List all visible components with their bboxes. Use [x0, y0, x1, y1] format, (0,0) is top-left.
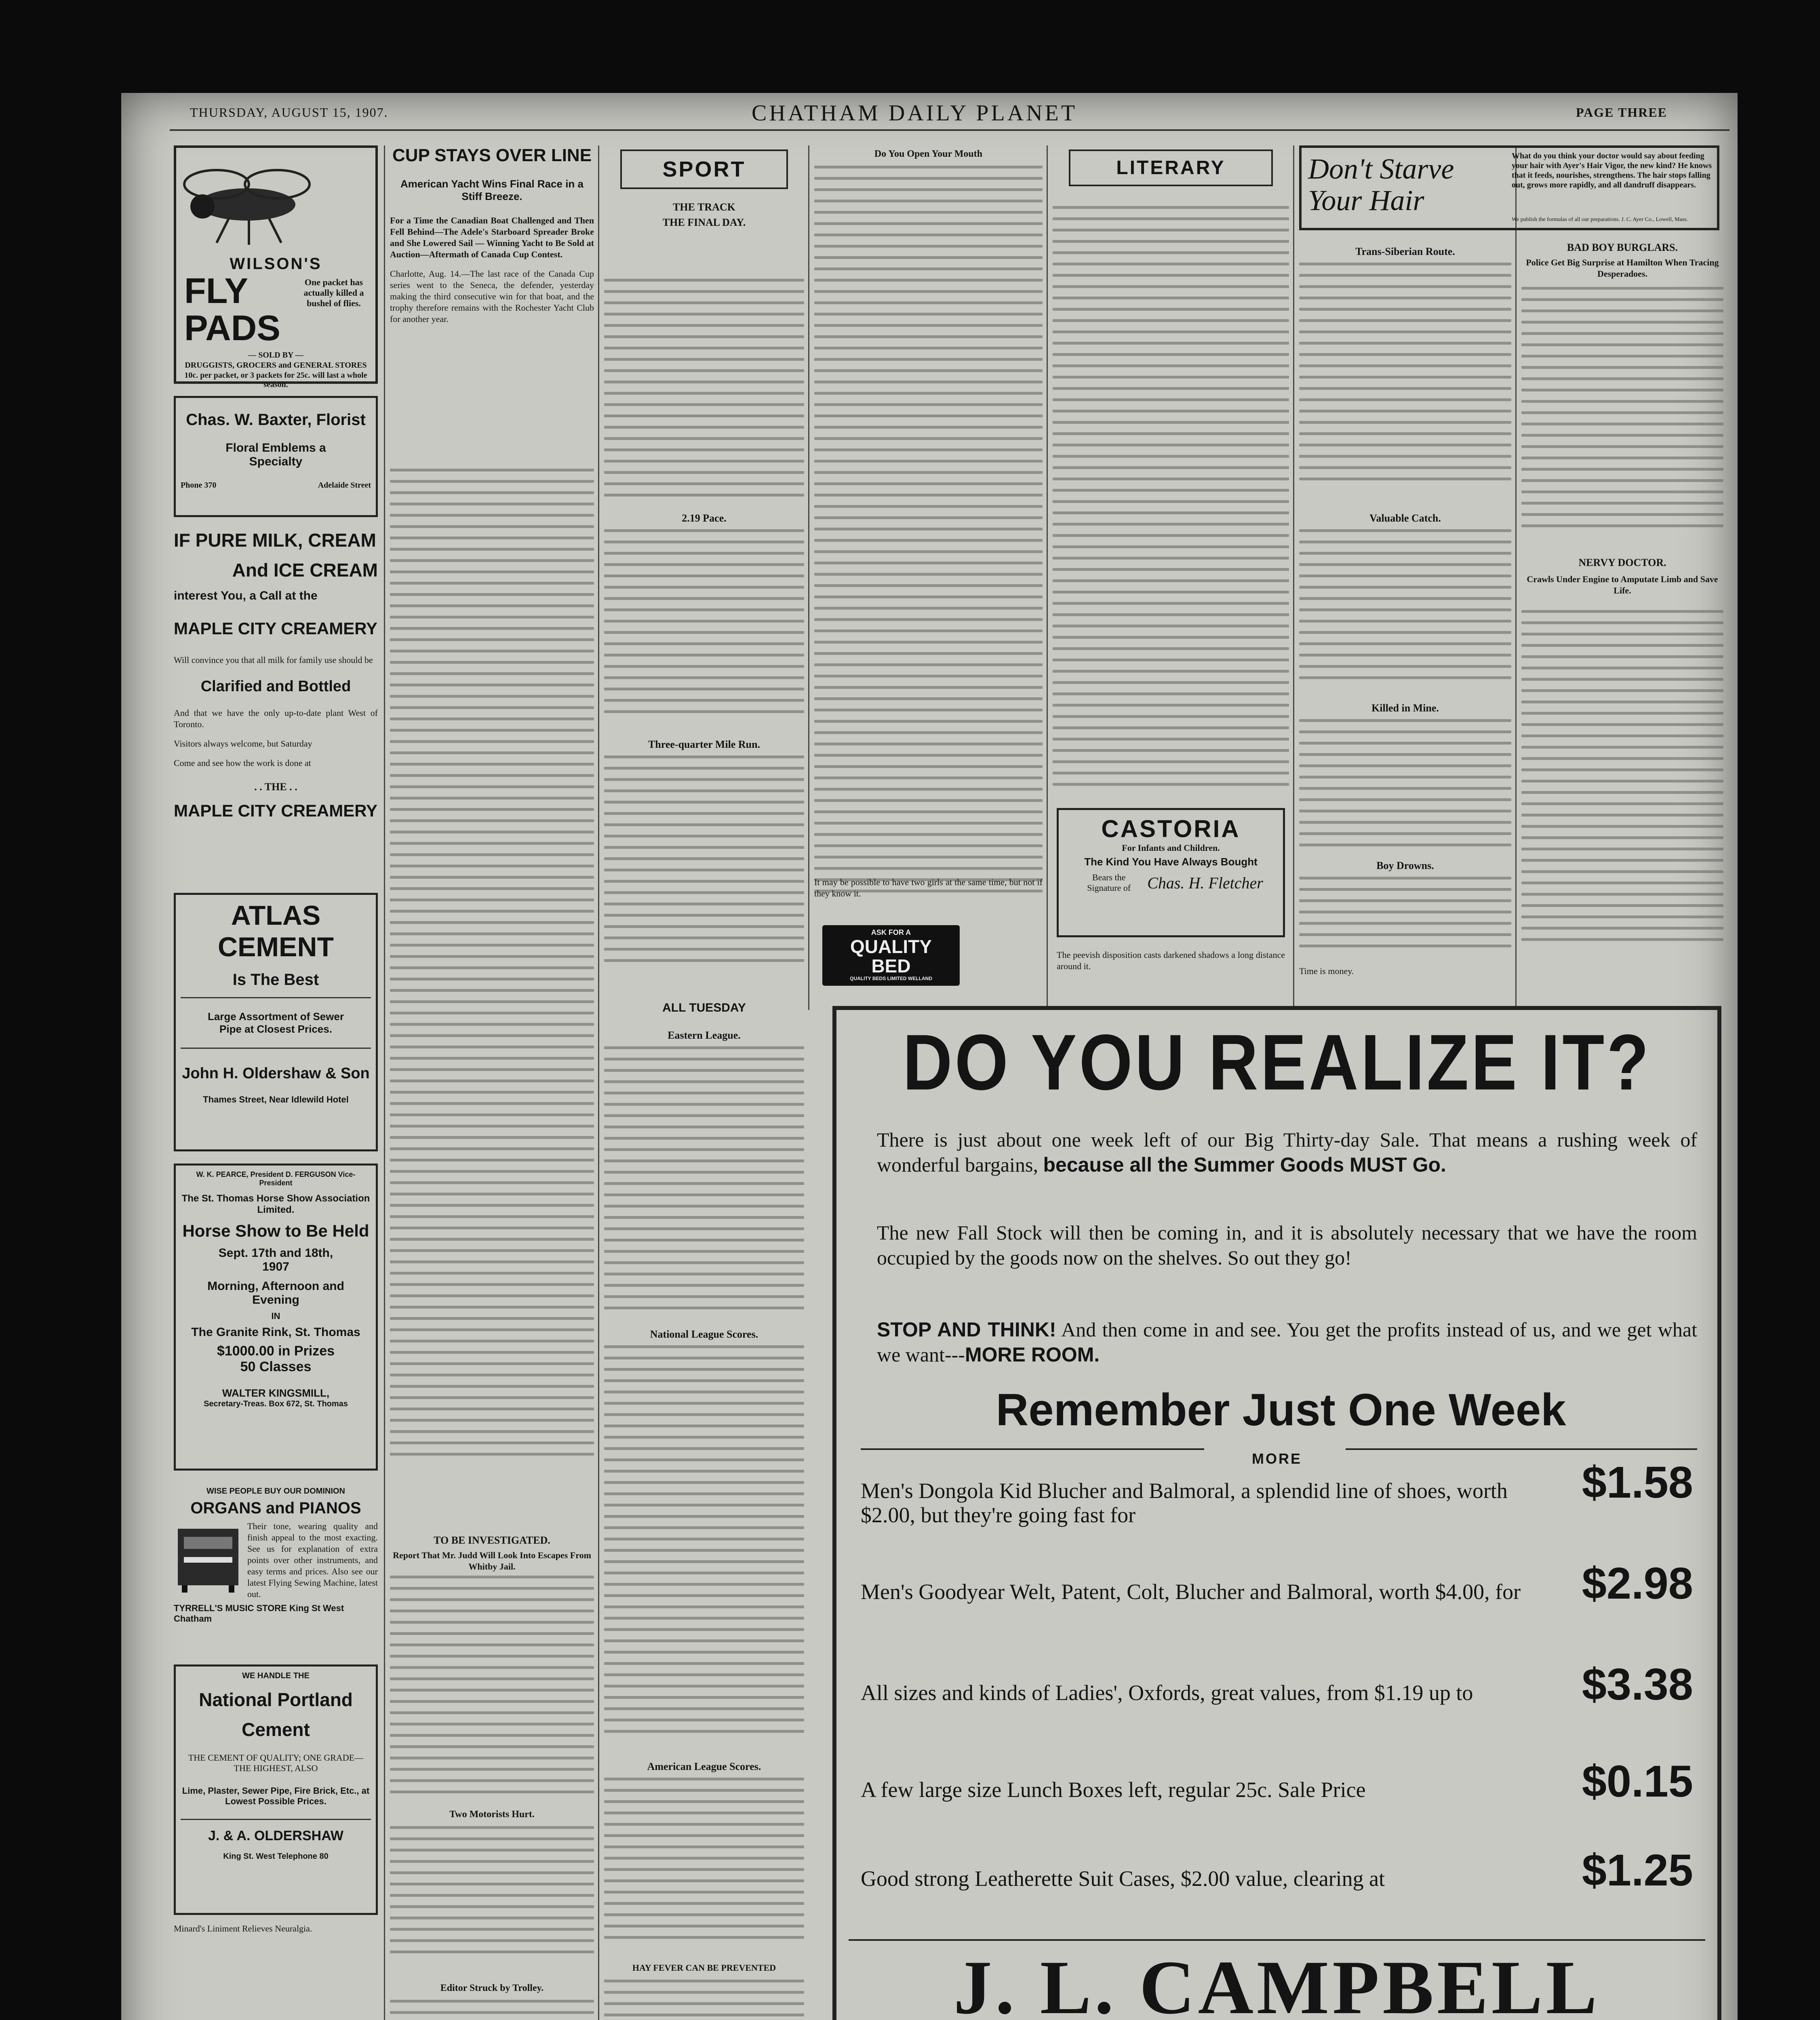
horse-officers: W. K. PEARCE, President D. FERGUSON Vice-President [196, 1170, 356, 1187]
column-rule [384, 145, 385, 2020]
investigated-subhead: Report That Mr. Judd Will Look Into Escapes From Whitby Jail. [393, 1550, 591, 1572]
horse-classes: 50 Classes [240, 1359, 312, 1374]
ad-item [861, 1845, 1701, 1895]
final-day-heading: THE FINAL DAY. [662, 217, 746, 228]
castoria-title: CASTORIA [1101, 815, 1241, 842]
florist-line: Floral Emblems a Specialty [225, 441, 326, 468]
portland-name: J. & A. OLDERSHAW [208, 1828, 343, 1843]
doctor-headline: NERVY DOCTOR. [1578, 557, 1666, 568]
ad-remember: Remember Just One Week [996, 1385, 1566, 1435]
atlas-h2: Is The Best [232, 971, 319, 989]
mile-heading: Three-quarter Mile Run. [648, 739, 760, 750]
issue-date: THURSDAY, AUGUST 15, 1907. [190, 105, 388, 120]
burglars-headline: BAD BOY BURGLARS. [1567, 242, 1678, 253]
horse-dates: Sept. 17th and 18th, 1907 [218, 1246, 333, 1273]
creamery-h3: interest You, a Call at the [174, 589, 318, 602]
fly-price: 10c. per packet, or 3 packets for 25c. will last a whole season. [184, 371, 367, 389]
mouth-closing: It may be possible to have two girls at the same time, but not if they know it. [814, 877, 1043, 898]
creamery-t3: And that we have the only up-to-date plant West of Toronto. [174, 708, 378, 729]
catch-headline: Valuable Catch. [1369, 512, 1441, 524]
eastern-league-heading: Eastern League. [668, 1029, 741, 1041]
pace-heading: 2.19 Pace. [682, 512, 727, 524]
hay-fever-heading: HAY FEVER CAN BE PREVENTED [632, 1963, 776, 1973]
portland-h2: Cement [242, 1719, 310, 1740]
paper-title: CHATHAM DAILY PLANET [752, 101, 1078, 126]
hair-title-1: Don't Starve [1308, 153, 1454, 185]
fly-pads-ad [174, 145, 378, 389]
bed-line-1: QUALITY [850, 936, 932, 957]
ad-paragraph-2: The new Fall Stock will then be coming in, and it is absolutely necessary that we have the room occupied by the goods now on the shelves. So out they go! [877, 1221, 1697, 1269]
ad-p1-text: There is just about one week left of our Big Thirty-day Sale. That means a rushing week of wonderful bargains, [877, 1128, 1697, 1176]
page-number: PAGE THREE [1576, 105, 1667, 120]
fly-sold-by: — SOLD BY — [248, 351, 303, 360]
florist-phone: Phone 370 [181, 481, 217, 490]
investigated-headline: TO BE INVESTIGATED. [434, 1534, 550, 1546]
ad-item [861, 1660, 1701, 1709]
minard-note-1: Minard's Liniment Relieves Neuralgia. [174, 1923, 312, 1934]
castoria-t3: Bears the Signature of [1087, 872, 1131, 893]
campbell-ad [832, 1006, 1721, 2020]
ad-stop-think: STOP AND THINK! [877, 1318, 1056, 1341]
organs-ad [174, 1487, 378, 1656]
florist-ad [174, 396, 378, 517]
horse-secretary: WALTER KINGSMILL, [222, 1387, 330, 1399]
ads-column [174, 145, 378, 2020]
atlas-h1: ATLAS CEMENT [217, 900, 334, 962]
all-tuesday-heading: ALL TUESDAY [662, 1001, 746, 1014]
ad-item-text: Men's Dongola Kid Blucher and Balmoral, a splendid line of shoes, worth $2.00, but they're going fast for [861, 1479, 1508, 1527]
creamery-name-2: MAPLE CITY CREAMERY [174, 801, 378, 820]
ad-item-price: $1.25 [1582, 1845, 1693, 1895]
ad-item-text: Good strong Leatherette Suit Cases, $2.00 value, clearing at [861, 1866, 1385, 1891]
ad-headline: DO YOU REALIZE IT? [902, 1018, 1651, 1107]
horse-show-ad [174, 1164, 378, 1471]
portland-t1: THE CEMENT OF QUALITY; ONE GRADE—THE HIGHEST, ALSO [188, 1753, 364, 1773]
cup-lead: Charlotte, Aug. 14.—The last race of the Canada Cup series went to the Seneca, the defender, yesterday making the third consecutive win for that boat, and the trophy therefore remains with the Rochester Yacht Club for another year. [390, 269, 594, 324]
literary-closing: The peevish disposition casts darkened shadows a long distance around it. [1057, 950, 1285, 971]
col6-closing: Time is money. [1299, 966, 1354, 976]
track-heading: THE TRACK [673, 201, 735, 213]
newspaper-page [121, 93, 1738, 2020]
creamery-t4: Visitors always welcome, but Saturday [174, 739, 312, 749]
column-rule [1047, 145, 1048, 1010]
ad-p3-text: And then come in and see. You get the profits instead of us, and we get what we want--- [877, 1318, 1697, 1366]
column-rule [1515, 145, 1517, 1010]
organ-icon [174, 1521, 242, 1593]
ad-item-price: $1.58 [1582, 1458, 1693, 1507]
organs-pre: WISE PEOPLE BUY OUR DOMINION [206, 1487, 345, 1496]
creamery-ad [174, 529, 378, 893]
ad-more-room: MORE ROOM. [965, 1343, 1100, 1366]
horse-prizes: $1000.00 in Prizes [217, 1343, 335, 1359]
horse-assoc: The St. Thomas Horse Show Association Limited. [181, 1193, 370, 1215]
ad-paragraph-3 [877, 1317, 1697, 1367]
literary-heading: LITERARY [1116, 157, 1226, 179]
cup-deck: For a Time the Canadian Boat Challenged and Then Fell Behind—The Adele's Starboard Spreader Broke and She Lowered Sail — Winning Yacht to Be Sold at Auction—Aftermath of Canada Cup Contest. [390, 215, 594, 259]
horse-times: Morning, Afternoon and Evening [207, 1279, 344, 1307]
florist-street: Adelaide Street [318, 481, 371, 490]
column-rule [598, 145, 599, 2020]
horse-secretary-2: Secretary-Treas. Box 672, St. Thomas [204, 1399, 348, 1408]
florist-name: Chas. W. Baxter, Florist [186, 411, 366, 429]
fly-title-1: FLY [184, 271, 249, 311]
castoria-ad [1057, 808, 1285, 937]
editor-headline: Editor Struck by Trolley. [440, 1983, 544, 1993]
bed-maker: QUALITY BEDS LIMITED WELLAND [850, 976, 932, 981]
sport-column [604, 145, 804, 2020]
ad-item-price: $2.98 [1582, 1559, 1693, 1608]
ad-item-price: $3.38 [1582, 1660, 1693, 1709]
cup-headline: CUP STAYS OVER LINE [392, 145, 592, 165]
quality-bed-ad [822, 925, 960, 986]
creamery-h2: And ICE CREAM [232, 560, 378, 581]
portland-t2: Lime, Plaster, Sewer Pipe, Fire Brick, Etc., at Lowest Possible Prices. [182, 1786, 370, 1806]
horse-h1: Horse Show to Be Held [182, 1221, 369, 1240]
creamery-the: . . THE . . [254, 781, 297, 793]
masthead-rule [170, 129, 1729, 131]
portland-pre: WE HANDLE THE [242, 1671, 310, 1680]
creamery-t1: Will convince you that all milk for family use should be [174, 655, 373, 665]
ad-item-text: All sizes and kinds of Ladies', Oxfords, great values, from $1.19 up to [861, 1681, 1473, 1705]
fly-claim: One packet has actually killed a bushel of flies. [303, 277, 364, 308]
fly-icon [180, 156, 314, 249]
castoria-signature: Chas. H. Fletcher [1147, 873, 1263, 892]
ad-item [861, 1757, 1701, 1806]
organs-store: TYRRELL'S MUSIC STORE King St West Chatham [174, 1603, 344, 1624]
ad-item [861, 1559, 1701, 1608]
organs-h1: ORGANS and PIANOS [190, 1499, 361, 1517]
portland-h1: National Portland [199, 1689, 353, 1710]
column-rule [808, 145, 809, 1010]
horse-rink: The Granite Rink, St. Thomas [191, 1326, 360, 1339]
ad-paragraph-1 [877, 1127, 1697, 1177]
mouth-headline: Do You Open Your Mouth [874, 149, 983, 159]
atlas-cement-ad [174, 893, 378, 1151]
mouth-article-column [814, 145, 1043, 994]
hair-ad [1299, 145, 1719, 230]
fly-sellers: DRUGGISTS, GROCERS and GENERAL STORES [185, 361, 367, 370]
american-league-heading: American League Scores. [647, 1761, 761, 1772]
ad-p1-bold: because all the Summer Goods MUST Go. [1043, 1153, 1446, 1176]
motorists-headline: Two Motorists Hurt. [449, 1809, 535, 1820]
castoria-t2: The Kind You Have Always Bought [1084, 856, 1258, 868]
creamery-name: MAPLE CITY CREAMERY [174, 619, 378, 638]
creamery-t5: Come and see how the work is done at [174, 758, 311, 768]
creamery-t2: Clarified and Bottled [200, 678, 351, 695]
sport-heading: SPORT [662, 157, 746, 181]
bed-ask: ASK FOR A [871, 928, 911, 936]
castoria-t1: For Infants and Children. [1122, 843, 1220, 853]
ad-item-text: Men's Goodyear Welt, Patent, Colt, Blucher and Balmoral, worth $4.00, for [861, 1580, 1521, 1604]
bed-line-2: BED [871, 955, 911, 976]
fly-title-2: PADS [184, 308, 280, 348]
mine-headline: Killed in Mine. [1371, 702, 1439, 714]
cup-subhead: American Yacht Wins Final Race in a Stiff Breeze. [400, 178, 583, 202]
news-column-7 [1521, 238, 1723, 994]
siberian-headline: Trans-Siberian Route. [1355, 246, 1455, 257]
hair-maker: We publish the formulas of all our preparations. J. C. Ayer Co., Lowell, Mass. [1512, 217, 1688, 223]
atlas-street: Thames Street, Near Idlewild Hotel [203, 1094, 349, 1105]
ad-item-text: A few large size Lunch Boxes left, regular 25c. Sale Price [861, 1778, 1366, 1802]
hair-title-2: Your Hair [1308, 184, 1424, 217]
creamery-h1: IF PURE MILK, CREAM [174, 530, 376, 551]
atlas-t1: Large Assortment of Sewer Pipe at Closest Prices. [207, 1010, 344, 1035]
fly-brand: WILSON'S [230, 255, 322, 273]
drowns-headline: Boy Drowns. [1376, 860, 1434, 871]
horse-in: IN [271, 1311, 280, 1321]
hair-text: What do you think your doctor would say about feeding your hair with Ayer's Hair Vigor, the new kind? He knows that it feeds, nourishes, strengthens. The hair stops falling out, grows more rapidly, and all dandruff disappears. [1512, 152, 1712, 189]
organs-text: Their tone, wearing quality and finish appeal to the most exacting. See us for explanation of extra points over other instruments, and easy terms and prices. Also see our latest Flying Sewing Machine, latest out. [247, 1521, 378, 1599]
national-league-heading: National League Scores. [650, 1328, 758, 1340]
atlas-name: John H. Oldershaw & Son [182, 1065, 370, 1082]
cup-article-column [390, 145, 594, 2020]
literary-column [1053, 145, 1289, 994]
column-rule [1293, 145, 1294, 1010]
doctor-subhead: Crawls Under Engine to Amputate Limb and Save Life. [1527, 574, 1718, 595]
portland-addr: King St. West Telephone 80 [223, 1852, 329, 1861]
portland-cement-ad [174, 1664, 378, 1915]
ad-more: MORE [1252, 1450, 1302, 1467]
store-name: J. L. CAMPBELL [953, 1945, 1601, 2020]
ad-item-price: $0.15 [1582, 1757, 1693, 1806]
burglars-subhead: Police Get Big Surprise at Hamilton When Tracing Desperadoes. [1526, 257, 1719, 279]
